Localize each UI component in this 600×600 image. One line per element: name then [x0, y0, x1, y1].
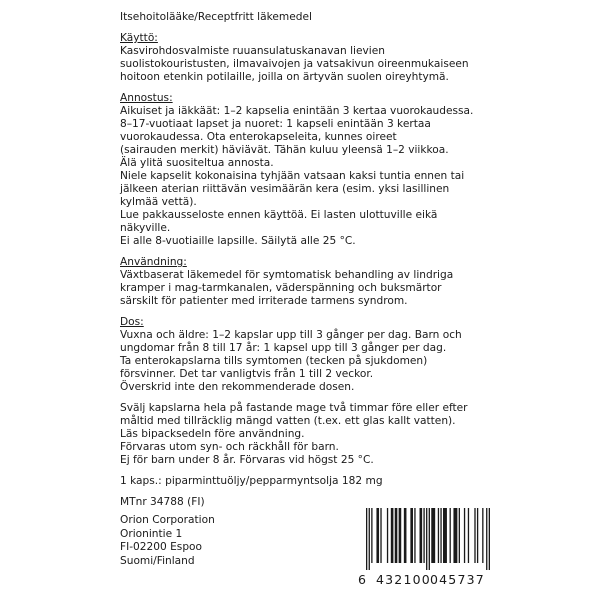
text-line: Ej för barn under 8 år. Förvaras vid högst 25 °C. — [120, 454, 374, 466]
barcode-bar — [399, 508, 402, 563]
section-heading: Annostus: — [120, 92, 173, 104]
text-line: Läs bipacksedeln före användning. — [120, 428, 305, 440]
barcode-bar — [453, 508, 457, 563]
text-line: försvinner. Det tar vanligtvis från 1 till 2 veckor. — [120, 368, 374, 380]
barcode-bar — [423, 508, 424, 563]
text-line: ungdomar från 8 till 17 år: 1 kapsel upp till 3 gånger per dag. — [120, 342, 447, 354]
section — [120, 316, 490, 509]
text-line: Svälj kapslarna hela på fastande mage två timmar före eller efter — [120, 402, 468, 414]
barcode-bar — [438, 508, 439, 563]
paragraph — [120, 105, 490, 248]
section-heading: Käyttö: — [120, 32, 158, 44]
barcode-bar — [380, 508, 381, 563]
header-line: Itsehoitolääke/Receptfritt läkemedel — [120, 11, 312, 23]
barcode-bar — [387, 508, 388, 563]
text-line: 8–17-vuotiaat lapset ja nuoret: 1 kapseli enintään 3 kertaa — [120, 118, 431, 130]
text-line: Överskrid inte den rekommenderade dosen. — [120, 381, 355, 393]
text-line: näkyville. — [120, 222, 171, 234]
barcode-bar — [369, 508, 370, 570]
text-line: Förvaras utom syn- och räckhåll för barn. — [120, 441, 339, 453]
barcode-bars — [366, 508, 490, 570]
text-line: kramper i mag-tarmkanalen, väderspänning och buksmärtor — [120, 282, 442, 294]
barcode-bar — [429, 508, 430, 570]
barcode-bar — [391, 508, 394, 563]
text-line: Ei alle 8-vuotiaille lapsille. Säilytä alle 25 °C. — [120, 235, 356, 247]
company-address — [120, 514, 320, 568]
text-line: Lue pakkausseloste ennen käyttöä. Ei lasten ulottuville eikä — [120, 209, 438, 221]
paragraph — [120, 329, 490, 394]
text-line: måltid med tillräcklig mängd vatten (t.ex. ett glas kallt vatten). — [120, 415, 456, 427]
barcode-bar — [366, 508, 367, 570]
section — [120, 92, 490, 248]
barcode-bar — [376, 508, 379, 563]
barcode-bar — [477, 508, 478, 563]
text-line: jälkeen aterian riittävän vesimäärän kera (esim. yksi lasillinen — [120, 183, 450, 195]
section-heading: Dos: — [120, 316, 144, 328]
barcode-bar — [489, 508, 490, 570]
text-line: MTnr 34788 (FI) — [120, 496, 205, 508]
leaflet-text — [120, 11, 490, 509]
barcode-bar — [414, 508, 415, 563]
barcode-bar — [420, 508, 423, 563]
text-line: Växtbaserat läkemedel för symtomatisk behandling av lindriga — [120, 269, 454, 281]
section-heading: Användning: — [120, 256, 187, 268]
ean-barcode — [358, 508, 490, 587]
text-line: Kasvirohdosvalmiste ruuansulatuskanavan lievien — [120, 45, 385, 57]
barcode-bar — [459, 508, 460, 563]
barcode-bar — [404, 508, 407, 563]
text-line: suolistokouristusten, ilmavaivojen ja vatsakivun oireenmukaiseen — [120, 58, 469, 70]
barcode-bar — [443, 508, 447, 563]
text-line: vuorokaudessa. Ota enterokapseleita, kunnes oireet — [120, 131, 397, 143]
section — [120, 32, 490, 84]
text-line: 1 kaps.: piparminttuöljy/pepparmyntsolja 182 mg — [120, 475, 383, 487]
text-line: Älä ylitä suositeltua annosta. — [120, 157, 274, 169]
barcode-bar — [410, 508, 413, 563]
barcode-bar — [474, 508, 475, 563]
paragraph — [120, 269, 490, 308]
barcode-right-digits: 045737 — [430, 572, 485, 587]
text-line: (sairauden merkit) häviävät. Tähän kuluu yleensä 1–2 viikkoa. — [120, 144, 449, 156]
address-line: Orion Corporation — [120, 514, 215, 526]
paragraph — [120, 402, 490, 467]
address-line: Suomi/Finland — [120, 554, 195, 567]
paragraph — [120, 475, 490, 488]
text-line: Niele kapselit kokonaisina tyhjään vatsaan kaksi tuntia ennen tai — [120, 170, 465, 182]
sections-container — [120, 32, 490, 509]
barcode-bar — [468, 508, 469, 563]
barcode-bar — [450, 508, 451, 563]
barcode-bar — [395, 508, 398, 563]
address-line: FI-02200 Espoo — [120, 541, 203, 553]
barcode-left-digits: 432100 — [376, 572, 431, 587]
barcode-bar — [464, 508, 465, 563]
text-line: hoitoon etenkin potilaille, joilla on ärtyvän suolen oireyhtymä. — [120, 71, 449, 83]
text-line: Ta enterokapslarna tills symtomen (tecken på sjukdomen) — [120, 355, 428, 367]
barcode-bar — [371, 508, 372, 563]
text-line: kylmää vettä). — [120, 196, 197, 208]
barcode-bar — [486, 508, 487, 570]
text-line: Vuxna och äldre: 1–2 kapslar upp till 3 gånger per dag. Barn och — [120, 329, 462, 341]
barcode-first-digit: 6 — [358, 572, 368, 587]
text-line: Aikuiset ja iäkkäät: 1–2 kapselia enintään 3 kertaa vuorokaudessa. — [120, 105, 474, 117]
barcode-bar — [440, 508, 441, 563]
paragraph — [120, 45, 490, 84]
barcode-bar — [482, 508, 483, 563]
text-line: särskilt för patienter med irriterade tarmens syndrom. — [120, 295, 408, 307]
barcode-bar — [431, 508, 435, 563]
address-line: Orionintie 1 — [120, 527, 183, 540]
barcode-bar — [426, 508, 427, 570]
section — [120, 256, 490, 308]
